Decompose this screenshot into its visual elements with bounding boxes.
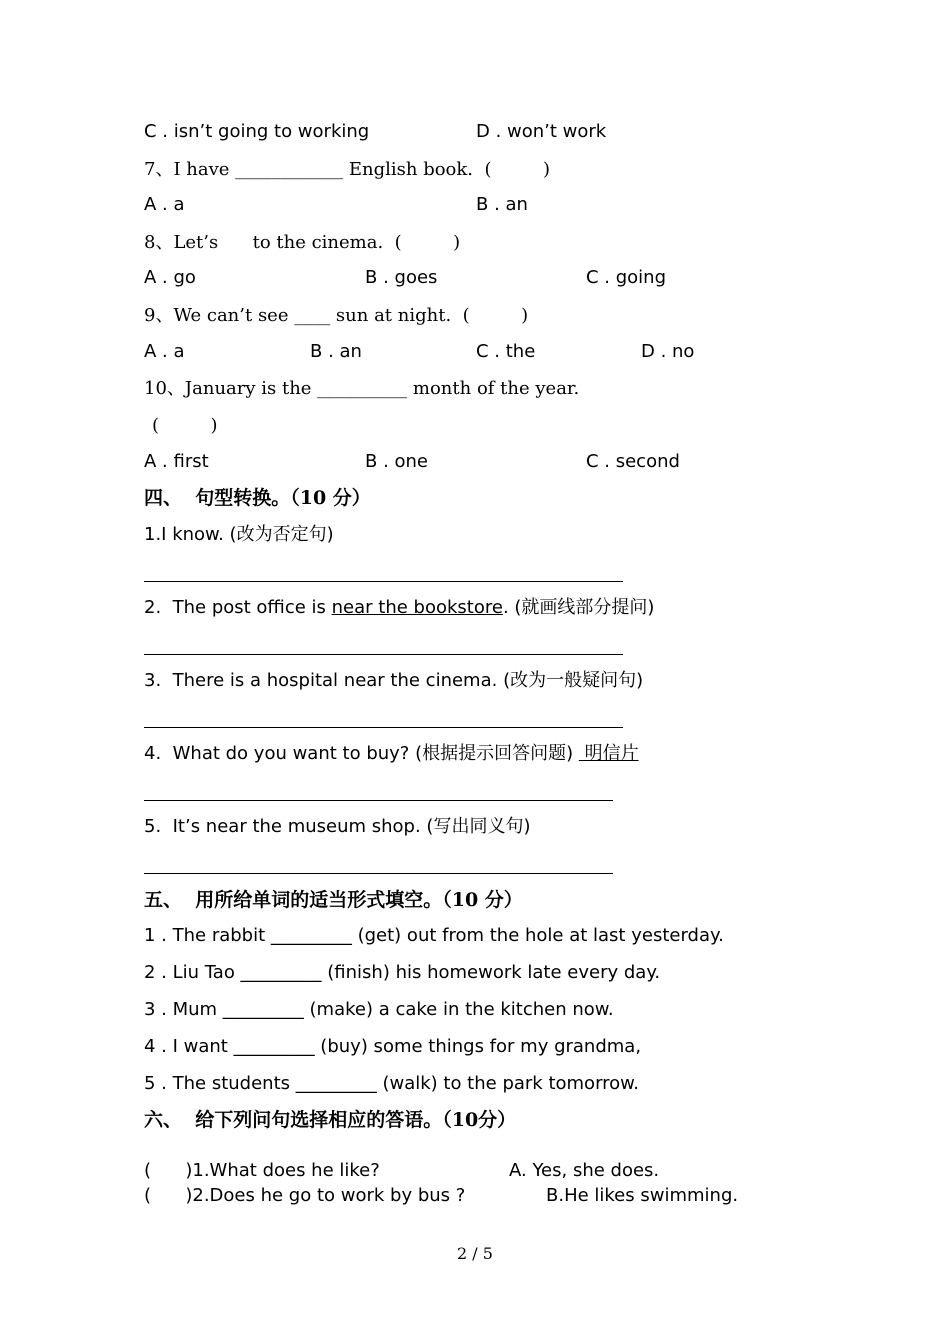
fill-item: 5 . The students _________ (walk) to the park tomorrow. — [144, 1073, 639, 1094]
option-b: B . an — [310, 341, 362, 362]
answer-line — [144, 873, 613, 874]
transform-item-3: 3. There is a hospital near the cinema. (改为一般疑问句) — [144, 670, 644, 691]
transform-item-2: 2. The post office is near the bookstore. (就画线部分提问) — [144, 597, 655, 618]
option-b: B . one — [365, 451, 429, 472]
option-b: B . goes — [365, 267, 438, 288]
transform-item-1: 1.I know. (改为否定句) — [144, 524, 334, 545]
answer-line — [144, 727, 623, 728]
answer-line — [144, 800, 613, 801]
section-5-title: 五、 用所给单词的适当形式填空。（10 分） — [144, 889, 523, 911]
answer-line — [144, 654, 623, 655]
option-c: C . the — [476, 341, 536, 362]
option-c: C . isn’t going to working — [144, 121, 370, 142]
match-question: ( )2.Does he go to work by bus ? — [144, 1185, 466, 1206]
option-a: A . a — [144, 341, 185, 362]
match-answer: B.He likes swimming. — [546, 1185, 739, 1206]
transform-item-4: 4. What do you want to buy? (根据提示回答问题) 明信片 — [144, 743, 639, 764]
question-7: 7、I have ____________ English book. ( ) — [144, 159, 551, 180]
answer-line — [144, 581, 623, 582]
fill-item: 4 . I want _________ (buy) some things for my grandma, — [144, 1036, 642, 1057]
fill-item: 2 . Liu Tao _________ (finish) his homework late every day. — [144, 962, 661, 983]
answer-parenthesis: ( ) — [152, 415, 218, 436]
fill-item: 3 . Mum _________ (make) a cake in the kitchen now. — [144, 999, 614, 1020]
question-8: 8、Let’s to the cinema. ( ) — [144, 232, 461, 253]
section-4-title: 四、 句型转换。（10 分） — [144, 487, 371, 509]
page-number: 2 / 5 — [457, 1244, 493, 1263]
option-c: C . second — [586, 451, 680, 472]
option-a: A . first — [144, 451, 209, 472]
transform-item-5: 5. It’s near the museum shop. (写出同义句) — [144, 816, 531, 837]
hint-word: 明信片 — [578, 743, 639, 764]
option-b: B . an — [476, 194, 528, 215]
option-c: C . going — [586, 267, 667, 288]
option-a: A . a — [144, 194, 185, 215]
option-a: A . go — [144, 267, 196, 288]
fill-item: 1 . The rabbit _________ (get) out from the hole at last yesterday. — [144, 925, 724, 946]
underlined-phrase: near the bookstore — [331, 597, 503, 618]
question-9: 9、We can’t see ____ sun at night. ( ) — [144, 305, 529, 326]
section-6-title: 六、 给下列问句选择相应的答语。（10分） — [144, 1109, 517, 1131]
option-d: D . no — [641, 341, 695, 362]
question-10: 10、January is the __________ month of the year. — [144, 378, 580, 399]
match-question: ( )1.What does he like? — [144, 1160, 380, 1181]
option-d: D . won’t work — [476, 121, 607, 142]
match-answer: A. Yes, she does. — [509, 1160, 660, 1181]
